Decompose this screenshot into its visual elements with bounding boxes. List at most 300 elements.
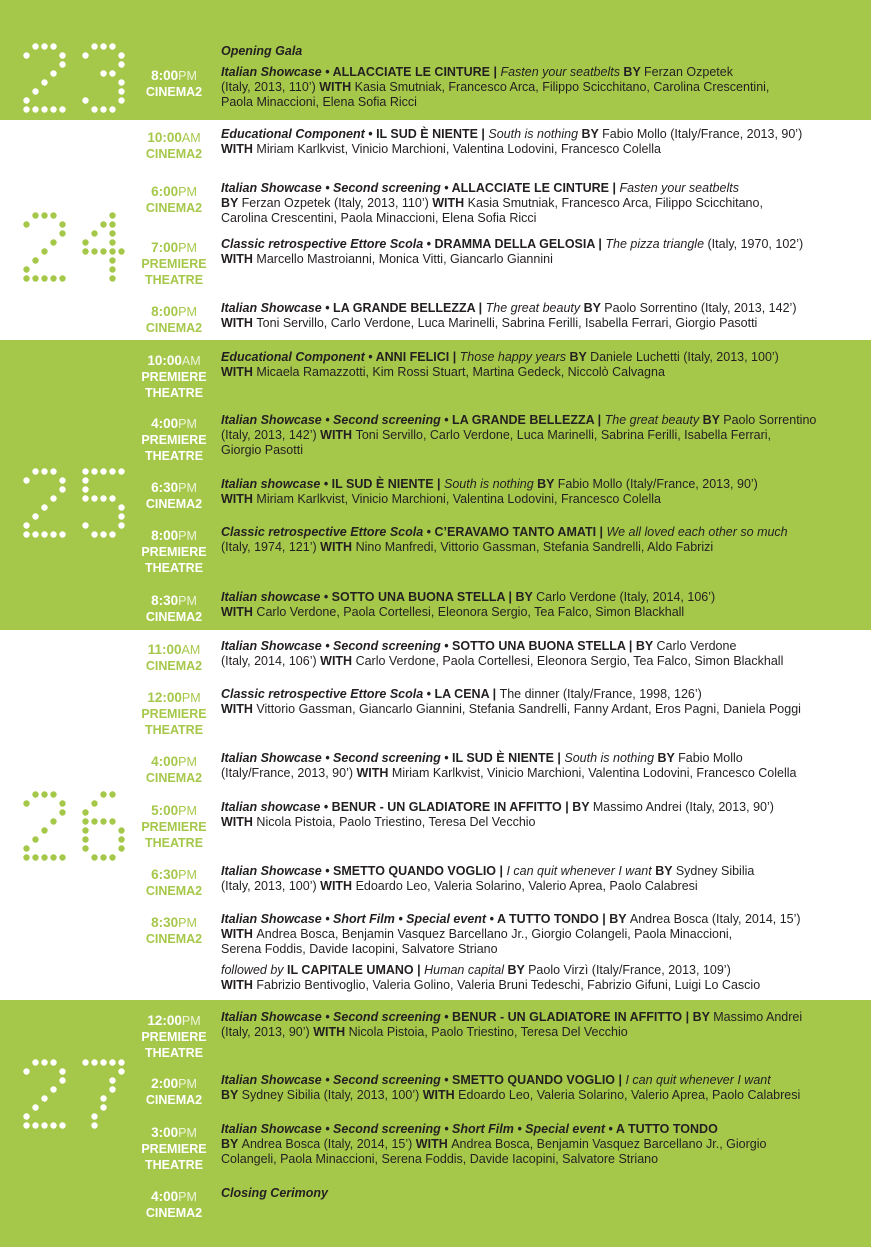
description-line bbox=[221, 492, 851, 507]
film-details: Andrea Bosca, Benjamin Vasquez Barcellano Jr., Giorgio bbox=[451, 1137, 767, 1151]
film-title-keyword: BY bbox=[565, 350, 591, 364]
digit-dot bbox=[109, 468, 115, 474]
digit-dot bbox=[100, 468, 106, 474]
digit-dot bbox=[32, 854, 38, 860]
day-digit bbox=[81, 211, 126, 283]
time-value: 8:30 bbox=[151, 915, 179, 930]
film-details: Kasia Smutniak, Francesco Arca, Filippo Scicchitano, Carolina Crescentini, bbox=[354, 80, 770, 94]
digit-dot bbox=[41, 275, 47, 281]
digit-dot bbox=[50, 854, 56, 860]
description-line bbox=[221, 443, 851, 458]
film-details: Nino Manfredi, Vittorio Gassman, Stefania Sandrelli, Aldo Fabrizi bbox=[355, 540, 714, 554]
digit-dot bbox=[100, 43, 106, 49]
digit-dot bbox=[59, 800, 65, 806]
digit-dot bbox=[109, 257, 115, 263]
digit-dot bbox=[109, 495, 115, 501]
film-title-keyword: WITH bbox=[320, 654, 356, 668]
venue-label: THEATRE bbox=[144, 723, 204, 737]
description-line bbox=[221, 654, 851, 669]
digit-dot bbox=[23, 854, 29, 860]
program-category: Closing Cerimony bbox=[221, 1186, 328, 1200]
description-line bbox=[221, 413, 851, 428]
digit-dot bbox=[23, 477, 29, 483]
description-line bbox=[221, 1088, 851, 1103]
day-number bbox=[22, 42, 126, 114]
description-line bbox=[221, 639, 851, 654]
screening-description bbox=[221, 751, 851, 781]
description-line bbox=[221, 1025, 851, 1040]
digit-dot bbox=[109, 854, 115, 860]
digit-dot bbox=[59, 230, 65, 236]
venue-label: CINEMA2 bbox=[145, 610, 203, 624]
film-details: Miriam Karlkvist, Vinicio Marchioni, Valentina Lodovini, Francesco Colella bbox=[391, 766, 797, 780]
time-value: 6:30 bbox=[151, 480, 179, 495]
time-value: 2:00 bbox=[151, 1076, 179, 1091]
day-number bbox=[22, 790, 126, 862]
digit-dot bbox=[50, 275, 56, 281]
time-value: 11:00 bbox=[147, 642, 182, 657]
day-digit bbox=[22, 211, 67, 283]
day-digit bbox=[22, 790, 67, 862]
time-value: 8:00 bbox=[151, 304, 179, 319]
venue-label: CINEMA2 bbox=[145, 1093, 203, 1107]
time-ampm: AM bbox=[181, 643, 201, 657]
description-line bbox=[221, 590, 851, 605]
screening-description bbox=[221, 639, 851, 669]
digit-dot bbox=[109, 212, 115, 218]
film-title-keyword: BY bbox=[221, 1137, 242, 1151]
digit-dot bbox=[100, 221, 106, 227]
digit-dot bbox=[91, 495, 97, 501]
film-title-keyword: • BENUR - UN GLADIATORE IN AFFITTO | BY bbox=[320, 800, 593, 814]
film-details: Carlo Verdone bbox=[656, 639, 737, 653]
digit-dot bbox=[100, 106, 106, 112]
film-title-keyword: IL CAPITALE UMANO | bbox=[283, 963, 425, 977]
film-title-keyword: • BENUR - UN GLADIATORE IN AFFITTO | BY bbox=[440, 1010, 714, 1024]
description-line bbox=[221, 181, 851, 196]
day-number bbox=[22, 1058, 126, 1130]
digit-dot bbox=[109, 70, 115, 76]
description-line bbox=[221, 1010, 851, 1025]
description-line bbox=[221, 196, 851, 211]
film-details: Sydney Sibilia bbox=[675, 864, 755, 878]
screening-time bbox=[132, 1189, 216, 1221]
venue-label: CINEMA2 bbox=[145, 771, 203, 785]
digit-dot bbox=[118, 1059, 124, 1065]
film-details: Giorgio Pasotti bbox=[221, 443, 303, 457]
venue-label: PREMIERE bbox=[141, 257, 207, 271]
digit-dot bbox=[118, 248, 124, 254]
film-title-keyword: BY bbox=[578, 127, 603, 141]
digit-dot bbox=[59, 809, 65, 815]
digit-dot bbox=[41, 106, 47, 112]
time-ampm: PM bbox=[178, 305, 197, 319]
day-digit bbox=[81, 1058, 126, 1130]
description-line bbox=[221, 44, 851, 59]
digit-dot bbox=[41, 791, 47, 797]
day-number bbox=[22, 211, 126, 283]
description-line bbox=[221, 766, 851, 781]
digit-dot bbox=[82, 809, 88, 815]
digit-dot bbox=[109, 791, 115, 797]
digit-dot bbox=[23, 1122, 29, 1128]
digit-dot bbox=[118, 522, 124, 528]
screening-time bbox=[132, 867, 216, 899]
film-details: (Italy, 1974, 121’) bbox=[221, 540, 321, 554]
film-details: Massimo Andrei bbox=[713, 1010, 803, 1024]
day-digit bbox=[22, 467, 67, 539]
digit-dot bbox=[109, 248, 115, 254]
digit-dot bbox=[100, 248, 106, 254]
film-title-keyword: • ALLACCIATE LE CINTURE | bbox=[440, 181, 620, 195]
description-line bbox=[221, 211, 851, 226]
film-title-keyword: BY bbox=[504, 963, 529, 977]
film-details: Fabio Mollo (Italy/France, 2013, 90’) bbox=[557, 477, 758, 491]
time-ampm: AM bbox=[181, 131, 201, 145]
time-value: 8:30 bbox=[151, 593, 179, 608]
film-details: Toni Servillo, Carlo Verdone, Luca Marinelli, Sabrina Ferilli, Isabella Ferrari, bbox=[355, 428, 772, 442]
time-ampm: PM bbox=[181, 691, 201, 705]
digit-dot bbox=[82, 239, 88, 245]
film-title-keyword: WITH bbox=[221, 702, 257, 716]
description-line bbox=[221, 702, 851, 717]
time-value: 6:30 bbox=[151, 867, 179, 882]
screening-description bbox=[221, 590, 851, 620]
venue-label: PREMIERE bbox=[141, 820, 207, 834]
program-category: Italian Showcase bbox=[221, 301, 322, 315]
time-value: 4:00 bbox=[151, 754, 179, 769]
digit-dot bbox=[32, 513, 38, 519]
screening-time bbox=[132, 642, 216, 674]
digit-dot bbox=[100, 1095, 106, 1101]
digit-dot bbox=[59, 275, 65, 281]
screening-time bbox=[132, 1125, 216, 1173]
digit-dot bbox=[109, 230, 115, 236]
digit-dot bbox=[109, 1086, 115, 1092]
venue-label: THEATRE bbox=[144, 1046, 204, 1060]
film-details: Sydney Sibilia (Italy, 2013, 100’) bbox=[241, 1088, 423, 1102]
film-details: (Italy, 2013, 100’) bbox=[221, 879, 321, 893]
digit-dot bbox=[41, 43, 47, 49]
digit-dot bbox=[91, 106, 97, 112]
film-title-keyword: WITH bbox=[221, 142, 257, 156]
venue-label: PREMIERE bbox=[141, 1142, 207, 1156]
screening-description bbox=[221, 800, 851, 830]
digit-dot bbox=[118, 88, 124, 94]
film-details: Ferzan Ozpetek bbox=[644, 65, 733, 79]
day-26 bbox=[0, 630, 871, 1000]
film-title-keyword: • ANNI FELICI | bbox=[364, 350, 460, 364]
time-ampm: PM bbox=[178, 185, 197, 199]
film-details: (Italy, 1970, 102’) bbox=[704, 237, 804, 251]
day-digit bbox=[81, 42, 126, 114]
description-line bbox=[221, 963, 851, 978]
screening-time bbox=[132, 353, 216, 401]
description-line bbox=[221, 95, 851, 110]
film-title-keyword: WITH bbox=[320, 540, 356, 554]
digit-dot bbox=[91, 248, 97, 254]
screening-time bbox=[132, 130, 216, 162]
digit-dot bbox=[100, 854, 106, 860]
time-value: 4:00 bbox=[151, 416, 179, 431]
time-ampm: PM bbox=[178, 755, 197, 769]
digit-dot bbox=[32, 836, 38, 842]
digit-dot bbox=[82, 248, 88, 254]
digit-dot bbox=[41, 212, 47, 218]
digit-dot bbox=[118, 1068, 124, 1074]
screening-time bbox=[132, 480, 216, 512]
film-details: Carlo Verdone (Italy, 2014, 106’) bbox=[536, 590, 716, 604]
digit-dot bbox=[32, 791, 38, 797]
digit-dot bbox=[91, 1113, 97, 1119]
description-line bbox=[221, 751, 851, 766]
digit-dot bbox=[50, 1059, 56, 1065]
film-title-keyword: WITH bbox=[319, 80, 355, 94]
english-title: Those happy years bbox=[459, 350, 566, 364]
film-title-keyword: • C’ERAVAMO TANTO AMATI | bbox=[423, 525, 607, 539]
digit-dot bbox=[41, 468, 47, 474]
digit-dot bbox=[100, 70, 106, 76]
digit-dot bbox=[91, 468, 97, 474]
digit-dot bbox=[59, 486, 65, 492]
film-title-keyword: WITH bbox=[356, 766, 392, 780]
digit-dot bbox=[82, 845, 88, 851]
film-details: Ferzan Ozpetek (Italy, 2013, 110’) bbox=[241, 196, 433, 210]
film-details: The dinner (Italy/France, 1998, 126’) bbox=[499, 687, 702, 701]
time-value: 12:00 bbox=[147, 1013, 182, 1028]
digit-dot bbox=[41, 531, 47, 537]
film-title-keyword: WITH bbox=[221, 316, 257, 330]
film-title-keyword: • A TUTTO TONDO | BY bbox=[486, 912, 630, 926]
venue-label: CINEMA2 bbox=[145, 884, 203, 898]
venue-label: CINEMA2 bbox=[145, 1206, 203, 1220]
description-line bbox=[221, 301, 851, 316]
digit-dot bbox=[91, 800, 97, 806]
day-27 bbox=[0, 1000, 871, 1247]
digit-dot bbox=[59, 854, 65, 860]
screening-description bbox=[221, 1186, 851, 1201]
time-ampm: PM bbox=[178, 594, 197, 608]
digit-dot bbox=[23, 97, 29, 103]
venue-label: PREMIERE bbox=[141, 433, 207, 447]
digit-dot bbox=[50, 495, 56, 501]
description-line bbox=[221, 942, 851, 957]
digit-dot bbox=[91, 854, 97, 860]
screening-description bbox=[221, 687, 851, 717]
digit-dot bbox=[23, 275, 29, 281]
digit-dot bbox=[100, 531, 106, 537]
film-details: Paolo Sorrentino (Italy, 2013, 142’) bbox=[604, 301, 797, 315]
screening-time bbox=[132, 803, 216, 851]
digit-dot bbox=[23, 52, 29, 58]
digit-dot bbox=[118, 61, 124, 67]
film-title-keyword: • DRAMMA DELLA GELOSIA | bbox=[423, 237, 606, 251]
screening-description bbox=[221, 237, 851, 267]
digit-dot bbox=[32, 212, 38, 218]
digit-dot bbox=[32, 257, 38, 263]
program-category: Italian Showcase • Second screening bbox=[221, 181, 441, 195]
film-title-keyword: BY bbox=[654, 751, 679, 765]
digit-dot bbox=[118, 513, 124, 519]
digit-dot bbox=[41, 79, 47, 85]
film-details: Fabio Mollo bbox=[678, 751, 743, 765]
english-title: I can quit whenever I want bbox=[506, 864, 652, 878]
description-line bbox=[221, 800, 851, 815]
film-details: (Italy, 2013, 90’) bbox=[221, 1025, 314, 1039]
digit-dot bbox=[82, 495, 88, 501]
description-line bbox=[221, 1152, 851, 1167]
film-title-keyword: • SMETTO QUANDO VOGLIO | bbox=[440, 1073, 626, 1087]
film-details: Andrea Bosca, Benjamin Vasquez Barcellano Jr., Giorgio Colangeli, Paola Minaccioni, bbox=[256, 927, 733, 941]
venue-label: PREMIERE bbox=[141, 1030, 207, 1044]
digit-dot bbox=[59, 221, 65, 227]
program-category: Italian Showcase • Second screening bbox=[221, 751, 441, 765]
film-title-keyword: WITH bbox=[422, 1088, 459, 1102]
film-details: Micaela Ramazzotti, Kim Rossi Stuart, Martina Gedeck, Niccolò Calvagna bbox=[256, 365, 665, 379]
venue-label: PREMIERE bbox=[141, 545, 207, 559]
description-line bbox=[221, 237, 851, 252]
english-title: Human capital bbox=[424, 963, 504, 977]
program-category: Italian Showcase bbox=[221, 864, 322, 878]
film-title-keyword: BY bbox=[533, 477, 558, 491]
description-line bbox=[221, 65, 851, 80]
venue-label: CINEMA2 bbox=[145, 497, 203, 511]
english-title: The great beauty bbox=[604, 413, 700, 427]
film-title-keyword: WITH bbox=[221, 492, 257, 506]
digit-dot bbox=[59, 106, 65, 112]
venue-label: CINEMA2 bbox=[145, 201, 203, 215]
digit-dot bbox=[41, 504, 47, 510]
digit-dot bbox=[118, 836, 124, 842]
program-category: Educational Component bbox=[221, 350, 365, 364]
time-ampm: PM bbox=[178, 804, 197, 818]
digit-dot bbox=[82, 52, 88, 58]
film-details: (Italy/France, 2013, 90’) bbox=[221, 766, 357, 780]
digit-dot bbox=[109, 818, 115, 824]
film-details: Serena Foddis, Davide Iacopini, Salvatore Striano bbox=[221, 942, 498, 956]
film-title-keyword: • LA CENA | bbox=[423, 687, 500, 701]
film-title-keyword: WITH bbox=[221, 978, 257, 992]
screening-description bbox=[221, 350, 851, 380]
day-digit bbox=[22, 1058, 67, 1130]
screening-time bbox=[132, 593, 216, 625]
film-title-keyword: • SOTTO UNA BUONA STELLA | BY bbox=[440, 639, 657, 653]
digit-dot bbox=[23, 1068, 29, 1074]
description-line bbox=[221, 927, 851, 942]
time-value: 3:00 bbox=[151, 1125, 179, 1140]
film-details: Edoardo Leo, Valeria Solarino, Valerio Aprea, Paolo Calabresi bbox=[355, 879, 698, 893]
description-line bbox=[221, 525, 851, 540]
digit-dot bbox=[118, 504, 124, 510]
screening-description bbox=[221, 1010, 851, 1040]
digit-dot bbox=[109, 275, 115, 281]
venue-label: THEATRE bbox=[144, 273, 204, 287]
english-title: I can quit whenever I want bbox=[625, 1073, 771, 1087]
digit-dot bbox=[41, 827, 47, 833]
description-line bbox=[221, 477, 851, 492]
film-details: Toni Servillo, Carlo Verdone, Luca Marinelli, Sabrina Ferilli, Isabella Ferrari, Giorgio Pasotti bbox=[256, 316, 758, 330]
digit-dot bbox=[82, 477, 88, 483]
time-value: 12:00 bbox=[147, 690, 182, 705]
program-category: Italian showcase bbox=[221, 800, 321, 814]
time-ampm: PM bbox=[178, 1190, 197, 1204]
digit-dot bbox=[41, 854, 47, 860]
time-ampm: PM bbox=[178, 481, 197, 495]
digit-dot bbox=[59, 531, 65, 537]
screening-description bbox=[221, 525, 851, 555]
digit-dot bbox=[50, 818, 56, 824]
digit-dot bbox=[32, 468, 38, 474]
digit-dot bbox=[50, 1122, 56, 1128]
digit-dot bbox=[109, 1059, 115, 1065]
description-line bbox=[221, 142, 851, 157]
film-details: Paolo Virzì (Italy/France, 2013, 109’) bbox=[528, 963, 731, 977]
digit-dot bbox=[109, 531, 115, 537]
time-value: 6:00 bbox=[151, 184, 179, 199]
film-details: Nicola Pistoia, Paolo Triestino, Teresa Del Vecchio bbox=[256, 815, 536, 829]
digit-dot bbox=[32, 531, 38, 537]
digit-dot bbox=[50, 212, 56, 218]
digit-dot bbox=[100, 791, 106, 797]
english-title: Fasten your seatbelts bbox=[619, 181, 739, 195]
digit-dot bbox=[91, 43, 97, 49]
film-details: Carlo Verdone, Paola Cortellesi, Eleonora Sergio, Tea Falco, Simon Blackhall bbox=[256, 605, 685, 619]
film-details: (Italy, 2013, 110’) bbox=[221, 80, 320, 94]
digit-dot bbox=[82, 1059, 88, 1065]
screening-time bbox=[132, 184, 216, 216]
day-number bbox=[22, 467, 126, 539]
screening-time bbox=[132, 240, 216, 288]
digit-dot bbox=[32, 88, 38, 94]
program-category: Italian Showcase • Second screening bbox=[221, 413, 441, 427]
digit-dot bbox=[41, 1059, 47, 1065]
film-title-keyword: WITH bbox=[313, 1025, 349, 1039]
film-title-keyword: BY bbox=[619, 65, 645, 79]
description-line bbox=[221, 815, 851, 830]
film-title-keyword: WITH bbox=[221, 252, 257, 266]
time-value: 4:00 bbox=[151, 1189, 179, 1204]
digit-dot bbox=[118, 97, 124, 103]
film-details: Paolo Sorrentino bbox=[723, 413, 817, 427]
digit-dot bbox=[91, 230, 97, 236]
screening-description bbox=[221, 181, 851, 226]
film-details: Nicola Pistoia, Paolo Triestino, Teresa Del Vecchio bbox=[348, 1025, 628, 1039]
english-title: The great beauty bbox=[485, 301, 581, 315]
film-details: Colangeli, Paola Minaccioni, Serena Foddis, Davide Iacopini, Salvatore Striano bbox=[221, 1152, 659, 1166]
digit-dot bbox=[82, 97, 88, 103]
film-title-keyword: • ALLACCIATE LE CINTURE | bbox=[321, 65, 501, 79]
film-details: Andrea Bosca (Italy, 2014, 15’) bbox=[629, 912, 801, 926]
digit-dot bbox=[41, 248, 47, 254]
venue-label: THEATRE bbox=[144, 561, 204, 575]
film-title-keyword: BY bbox=[221, 1088, 242, 1102]
film-details: Daniele Luchetti (Italy, 2013, 100’) bbox=[590, 350, 779, 364]
program-category: Classic retrospective Ettore Scola bbox=[221, 687, 424, 701]
digit-dot bbox=[109, 266, 115, 272]
screening-time bbox=[132, 304, 216, 336]
english-title: South is nothing bbox=[488, 127, 579, 141]
digit-dot bbox=[82, 522, 88, 528]
time-value: 10:00 bbox=[147, 353, 182, 368]
digit-dot bbox=[109, 221, 115, 227]
screening-description bbox=[221, 44, 851, 59]
digit-dot bbox=[50, 70, 56, 76]
program-category: Italian showcase bbox=[221, 477, 321, 491]
description-line bbox=[221, 428, 851, 443]
film-title-keyword: BY bbox=[699, 413, 724, 427]
digit-dot bbox=[82, 836, 88, 842]
screening-time bbox=[132, 68, 216, 100]
